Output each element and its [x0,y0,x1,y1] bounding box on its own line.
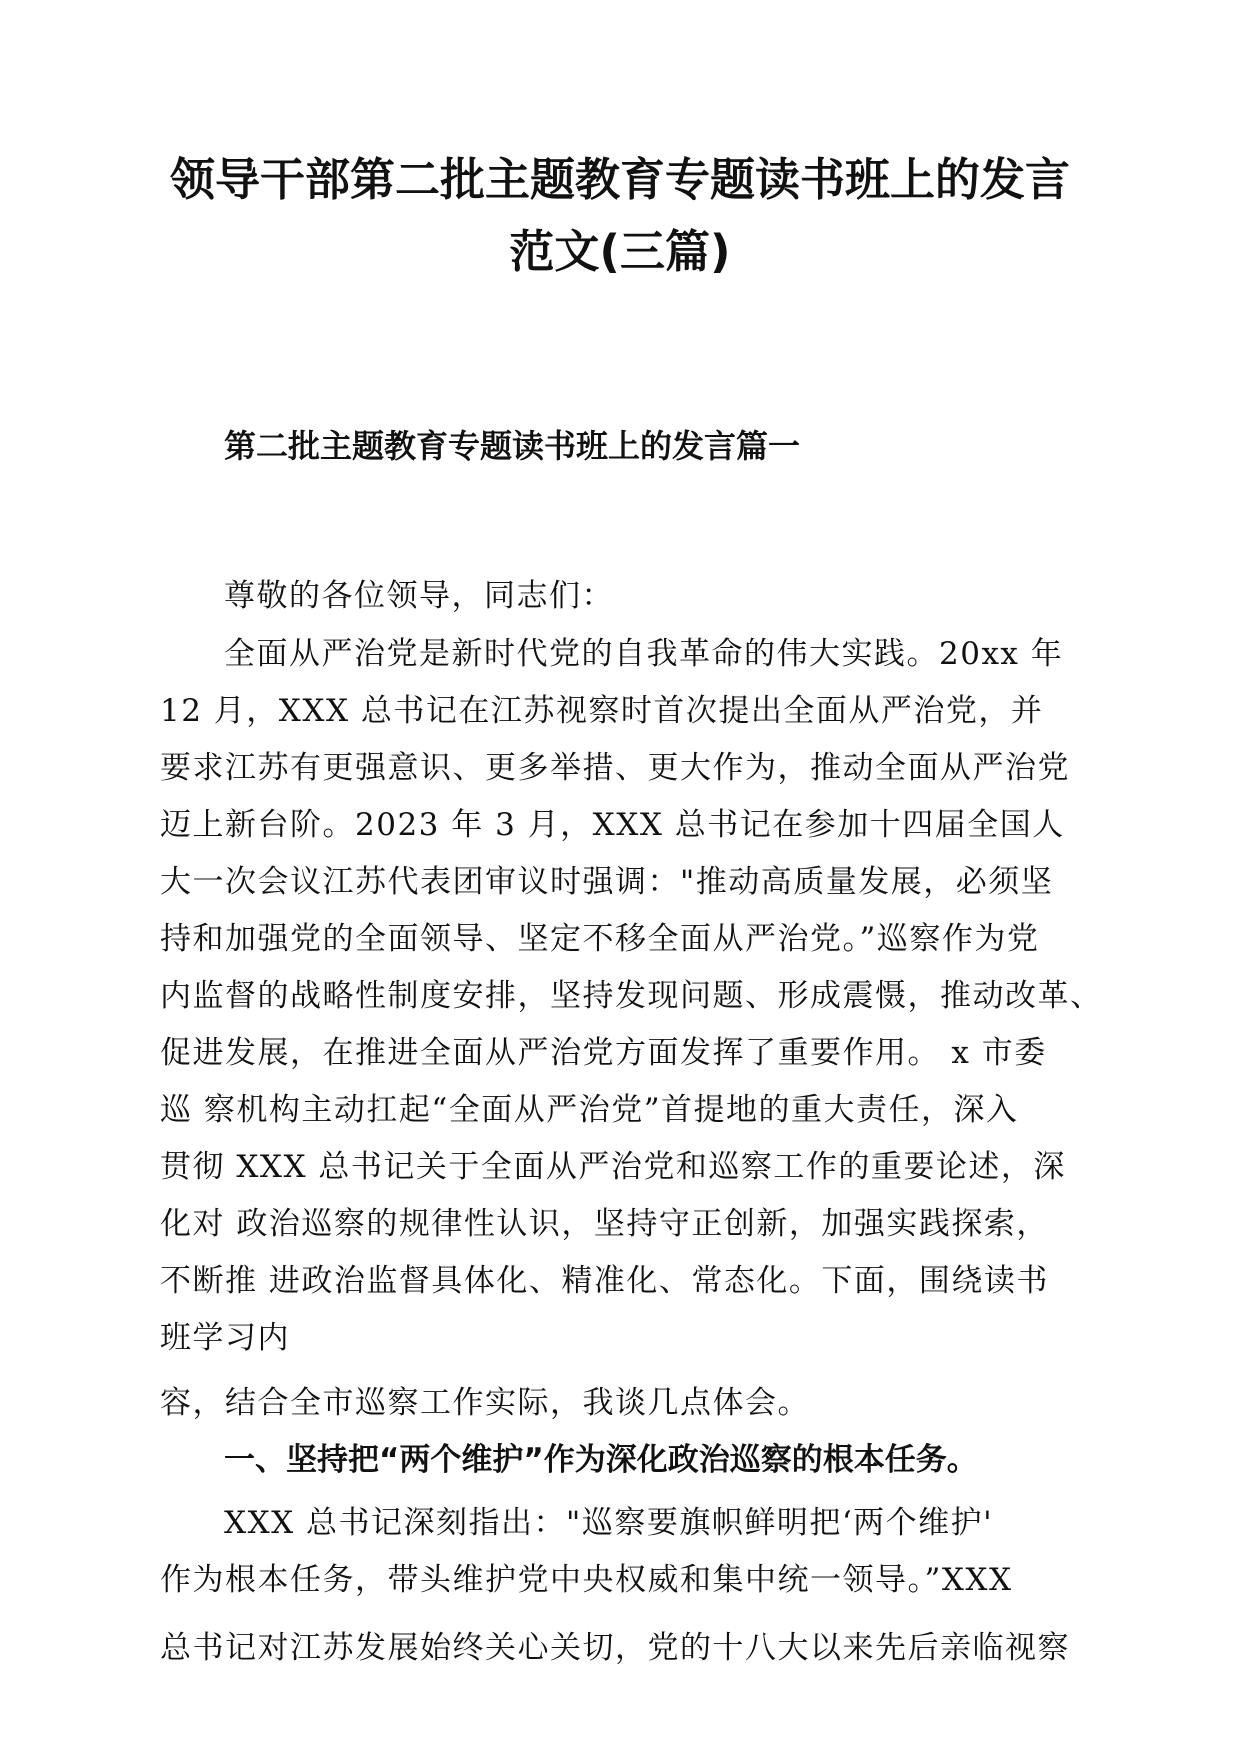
salutation: 尊敬的各位领导，同志们： [224,578,614,614]
document-title-line-2: 范文(三篇) [509,225,731,278]
paragraph-line: 总书记对江苏发展始终关心关切，党的十八大以来先后亲临视察 [160,1630,1070,1666]
paragraph-line: 要求江苏有更强意识、更多举措、更大作为，推动全面从严治党 [160,750,1070,786]
paragraph-line: 12 月，XXX 总书记在江苏视察时首次提出全面从严治党，并 [160,693,1044,729]
paragraph-line: 持和加强党的全面领导、坚定不移全面从严治党。”巡察作为党 [160,921,1040,957]
paragraph-line: 班学习内 [160,1320,290,1356]
paragraph-line: 作为根本任务，带头维护党中央权威和集中统一领导。”XXX [160,1562,1013,1598]
paragraph-line: 大一次会议江苏代表团审议时强调："推动高质量发展，必须坚 [160,864,1054,900]
paragraph-line: 迈上新台阶。2023 年 3 月，XXX 总书记在参加十四届全国人 [160,807,1065,843]
paragraph-line: 不断推 进政治监督具体化、精准化、常态化。下面，围绕读书 [160,1263,1049,1299]
paragraph-line: 促进发展，在推进全面从严治党方面发挥了重要作用。 x 市委 [160,1035,1047,1071]
paragraph-line: 化对 政治巡察的规律性认识，坚持守正创新，加强实践探索， [160,1206,1049,1242]
subheading-one: 一、坚持把“两个维护”作为深化政治巡察的根本任务。 [224,1442,978,1478]
section-heading: 第二批主题教育专题读书班上的发言篇一 [224,427,801,465]
paragraph-line: 贯彻 XXX 总书记关于全面从严治党和巡察工作的重要论述，深 [160,1149,1066,1185]
paragraph-line: 容，结合全市巡察工作实际，我谈几点体会。 [160,1385,810,1421]
paragraph-line: 巡 察机构主动扛起“全面从严治党”首提地的重大责任，深入 [160,1092,1019,1128]
paragraph-line: XXX 总书记深刻指出："巡察要旗帜鲜明把‘两个维护' [224,1505,994,1541]
paragraph-line: 全面从严治党是新时代党的自我革命的伟大实践。20xx 年 [224,636,1064,672]
document-title-line-1: 领导干部第二批主题教育专题读书班上的发言 [169,153,1070,206]
paragraph-line: 内监督的战略性制度安排，坚持发现问题、形成震慑，推动改革、 [160,978,1103,1014]
